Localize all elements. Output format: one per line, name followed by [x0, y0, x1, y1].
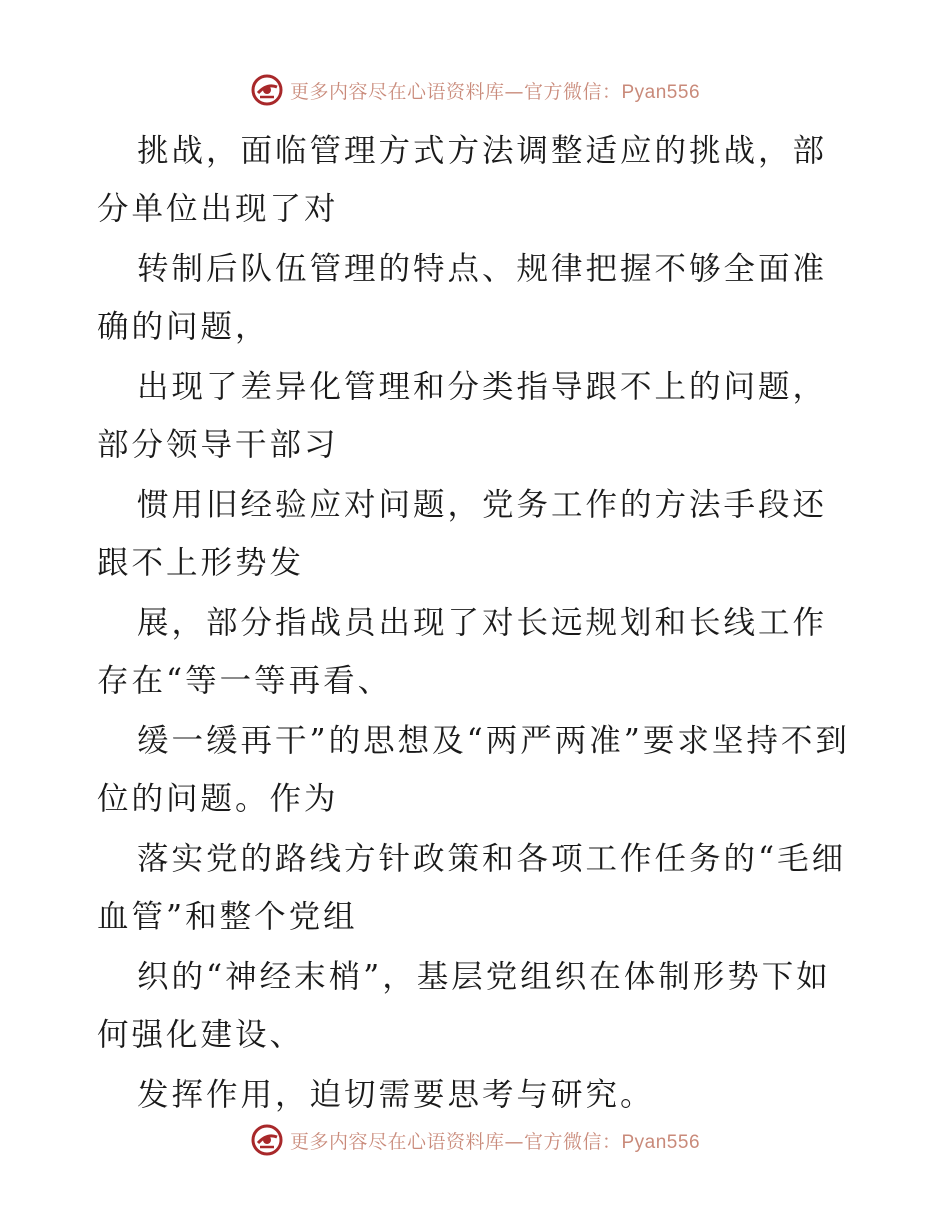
- header-wechat-id: Pyan556: [621, 81, 701, 103]
- book-flame-logo-icon: [250, 73, 284, 107]
- body-paragraph-2: 转制后队伍管理的特点、规律把握不够全面准确的问题，: [97, 251, 828, 345]
- body-paragraph-6: 缓一缓再干”的思想及“两严两准”要求坚持不到位的问题。作为: [97, 723, 850, 817]
- footer-wechat-id: Pyan556: [621, 1131, 701, 1153]
- body-paragraph-9: 发挥作用，迫切需要思考与研究。: [137, 1077, 655, 1113]
- body-paragraph-4: 惯用旧经验应对问题，党务工作的方法手段还跟不上形势发: [97, 487, 828, 581]
- body-paragraph-5: 展，部分指战员出现了对长远规划和长线工作存在“等一等再看、: [97, 605, 828, 699]
- body-paragraph-7: 落实党的路线方针政策和各项工作任务的“毛细血管”和整个党组: [97, 841, 847, 935]
- header-banner: [0, 70, 950, 110]
- body-paragraph-3: 出现了差异化管理和分类指导跟不上的问题，部分领导干部习: [97, 369, 828, 463]
- document-body: [97, 122, 857, 1126]
- book-flame-logo-icon: [250, 1123, 284, 1157]
- footer-banner-text: 更多内容尽在心语资料库—官方微信：Pyan556: [289, 1130, 701, 1153]
- footer-banner: [0, 1120, 950, 1160]
- header-banner-text: 更多内容尽在心语资料库—官方微信：Pyan556: [289, 80, 701, 103]
- body-paragraph-8: 织的“神经末梢”，基层党组织在体制形势下如何强化建设、: [97, 959, 831, 1053]
- body-paragraph-1: 挑战，面临管理方式方法调整适应的挑战，部分单位出现了对: [97, 133, 828, 227]
